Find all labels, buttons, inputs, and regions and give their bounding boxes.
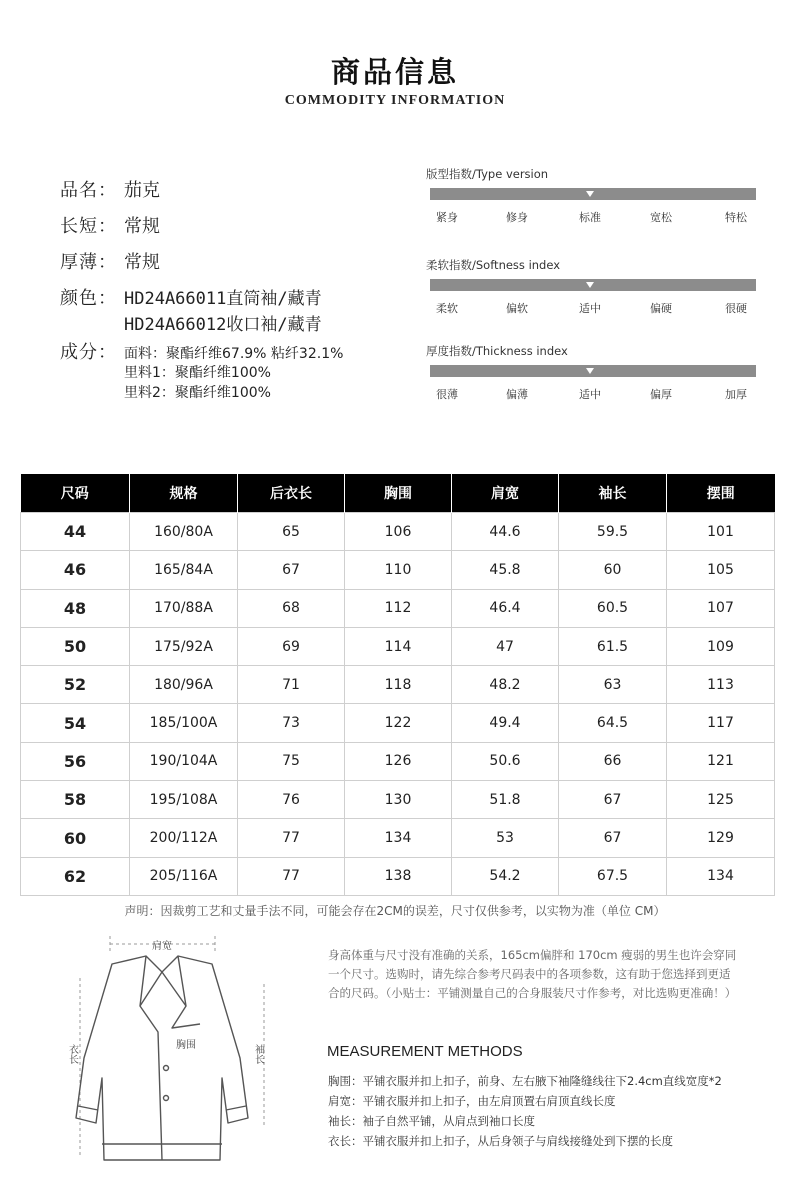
table-cell: 49.4 [452,704,559,742]
table-cell: 109 [667,627,775,665]
table-cell: 50.6 [452,742,559,780]
product-composition-label: 成分： [60,342,117,363]
size-table-header-cell: 尺码 [21,474,130,513]
table-cell: 110 [345,551,452,589]
table-row [21,589,775,627]
table-cell: 101 [667,513,775,551]
index-level-label: 柔软 [436,302,458,315]
index-level-label: 很硬 [725,302,747,315]
table-cell: 112 [345,589,452,627]
composition-line-2: 里料1：聚酯纤维100% [124,365,271,381]
product-name-value: 茄克 [124,180,160,201]
index-level-label: 偏厚 [650,388,672,401]
sleeve-label: 袖长 [252,1044,264,1064]
index-level-label: 宽松 [650,211,672,224]
table-row [21,627,775,665]
table-row [21,513,775,551]
size-cell: 54 [21,704,130,742]
table-cell: 205/116A [130,857,238,895]
jacket-diagram [40,928,290,1168]
table-cell: 107 [667,589,775,627]
size-table-header-cell: 摆围 [667,474,775,513]
product-length-label: 长短： [60,216,117,237]
table-cell: 113 [667,666,775,704]
measurement-chest: 胸围：平铺衣服并扣上扣子，前身、左右腋下袖隆缝线往下2.4cm直线宽度*2 [328,1074,722,1088]
product-length-row [60,212,160,238]
product-name-label: 品名： [60,180,117,201]
size-cell: 52 [21,666,130,704]
size-cell: 46 [21,551,130,589]
table-cell: 114 [345,627,452,665]
index-marker-icon [586,368,594,374]
table-cell: 160/80A [130,513,238,551]
softness-index [426,257,756,315]
index-level-label: 标准 [579,211,601,224]
table-cell: 46.4 [452,589,559,627]
table-cell: 185/100A [130,704,238,742]
table-cell: 69 [238,627,345,665]
table-cell: 180/96A [130,666,238,704]
table-cell: 47 [452,627,559,665]
table-cell: 77 [238,819,345,857]
index-level-label: 很薄 [436,388,458,401]
product-color-value-2: HD24A66012收口袖/藏青 [124,315,322,335]
page-title: 商品信息 [330,55,459,89]
table-cell: 170/88A [130,589,238,627]
table-cell: 121 [667,742,775,780]
table-cell: 125 [667,781,775,819]
table-cell: 48.2 [452,666,559,704]
table-row [21,666,775,704]
table-cell: 76 [238,781,345,819]
table-cell: 59.5 [559,513,667,551]
size-table [20,474,775,896]
table-row [21,551,775,589]
table-cell: 53 [452,819,559,857]
table-cell: 44.6 [452,513,559,551]
table-cell: 63 [559,666,667,704]
measurement-title: MEASUREMENT METHODS [327,1043,523,1060]
product-color-row [60,284,322,310]
size-table-header-cell: 肩宽 [452,474,559,513]
size-table-header-cell: 后衣长 [238,474,345,513]
table-cell: 67.5 [559,857,667,895]
table-cell: 190/104A [130,742,238,780]
table-cell: 67 [238,551,345,589]
table-cell: 51.8 [452,781,559,819]
product-color-value-1: HD24A66011直筒袖/藏青 [124,289,322,309]
table-cell: 200/112A [130,819,238,857]
size-cell: 60 [21,819,130,857]
product-thickness-label: 厚薄： [60,252,117,273]
product-thickness-value: 常规 [124,252,160,273]
size-cell: 48 [21,589,130,627]
size-cell: 58 [21,781,130,819]
table-cell: 106 [345,513,452,551]
size-table-body [21,513,775,896]
size-advice-text: 身高体重与尺寸没有准确的关系，165cm偏胖和 170cm 瘦弱的男生也许会穿同一个尺寸。选购时，请先综合参考尺码表中的各项参数，这有助于您选择到更适合的尺码。（小贴士：平铺测量自己的合身服装尺寸作参考，对比选购更准确！） [328,948,737,1000]
table-cell: 175/92A [130,627,238,665]
table-cell: 117 [667,704,775,742]
table-cell: 75 [238,742,345,780]
table-cell: 64.5 [559,704,667,742]
size-cell: 56 [21,742,130,780]
product-thickness-row [60,248,160,274]
index-level-label: 适中 [579,388,601,401]
index-level-label: 特松 [725,211,747,224]
index-level-label: 偏硬 [650,302,672,315]
page-subtitle: COMMODITY INFORMATION [284,93,506,108]
index-level-label: 偏软 [506,302,528,315]
table-cell: 126 [345,742,452,780]
index-name: 柔软指数/Softness index [426,258,561,272]
composition-line-1: 面料：聚酯纤维67.9% 粘纤32.1% [124,346,344,362]
index-level-label: 偏薄 [506,388,528,401]
table-cell: 105 [667,551,775,589]
table-cell: 129 [667,819,775,857]
measurement-length: 衣长：平铺衣服并扣上扣子，从后身领子与肩线接缝处到下摆的长度 [328,1134,673,1148]
composition-line-3: 里料2：聚酯纤维100% [124,385,271,401]
table-cell: 60 [559,551,667,589]
size-disclaimer: 声明：因裁剪工艺和丈量手法不同，可能会存在2CM的误差，尺寸仅供参考，以实物为准（单位 CM） [124,904,666,918]
index-marker-icon [586,191,594,197]
measurement-shoulder: 肩宽：平铺衣服并扣上扣子，由左肩顶置右肩顶直线长度 [328,1094,616,1108]
product-color-row-2 [124,310,322,335]
product-composition-row [60,338,343,364]
size-cell: 44 [21,513,130,551]
measurement-sleeve: 袖长：袖子自然平铺，从肩点到袖口长度 [328,1114,535,1128]
shoulder-label: 肩宽 [152,941,172,952]
table-row [21,857,775,895]
table-cell: 67 [559,819,667,857]
size-cell: 62 [21,857,130,895]
table-cell: 118 [345,666,452,704]
size-table-header-cell: 胸围 [345,474,452,513]
index-level-label: 加厚 [725,388,747,401]
product-color-label: 颜色： [60,288,117,309]
index-marker-icon [586,282,594,288]
table-row [21,704,775,742]
table-cell: 61.5 [559,627,667,665]
table-cell: 73 [238,704,345,742]
index-name: 厚度指数/Thickness index [426,344,568,358]
table-cell: 60.5 [559,589,667,627]
table-cell: 71 [238,666,345,704]
table-cell: 134 [667,857,775,895]
thickness-index [426,343,756,401]
product-name-row [60,176,160,202]
table-cell: 45.8 [452,551,559,589]
table-cell: 130 [345,781,452,819]
index-level-label: 适中 [579,302,601,315]
size-table-header-cell: 规格 [130,474,238,513]
table-row [21,781,775,819]
table-cell: 138 [345,857,452,895]
type-version-index [426,166,756,224]
length-label: 衣长 [66,1044,78,1064]
table-cell: 195/108A [130,781,238,819]
size-table-header-cell: 袖长 [559,474,667,513]
table-cell: 68 [238,589,345,627]
table-cell: 54.2 [452,857,559,895]
table-row [21,819,775,857]
table-cell: 134 [345,819,452,857]
table-cell: 66 [559,742,667,780]
index-name: 版型指数/Type version [426,167,549,181]
table-cell: 67 [559,781,667,819]
product-length-value: 常规 [124,216,160,237]
table-cell: 165/84A [130,551,238,589]
table-cell: 65 [238,513,345,551]
size-table-header [21,474,775,513]
chest-label: 胸围 [176,1040,196,1051]
table-cell: 77 [238,857,345,895]
table-row [21,742,775,780]
index-level-label: 紧身 [436,211,458,224]
index-level-label: 修身 [506,211,528,224]
size-cell: 50 [21,627,130,665]
table-cell: 122 [345,704,452,742]
